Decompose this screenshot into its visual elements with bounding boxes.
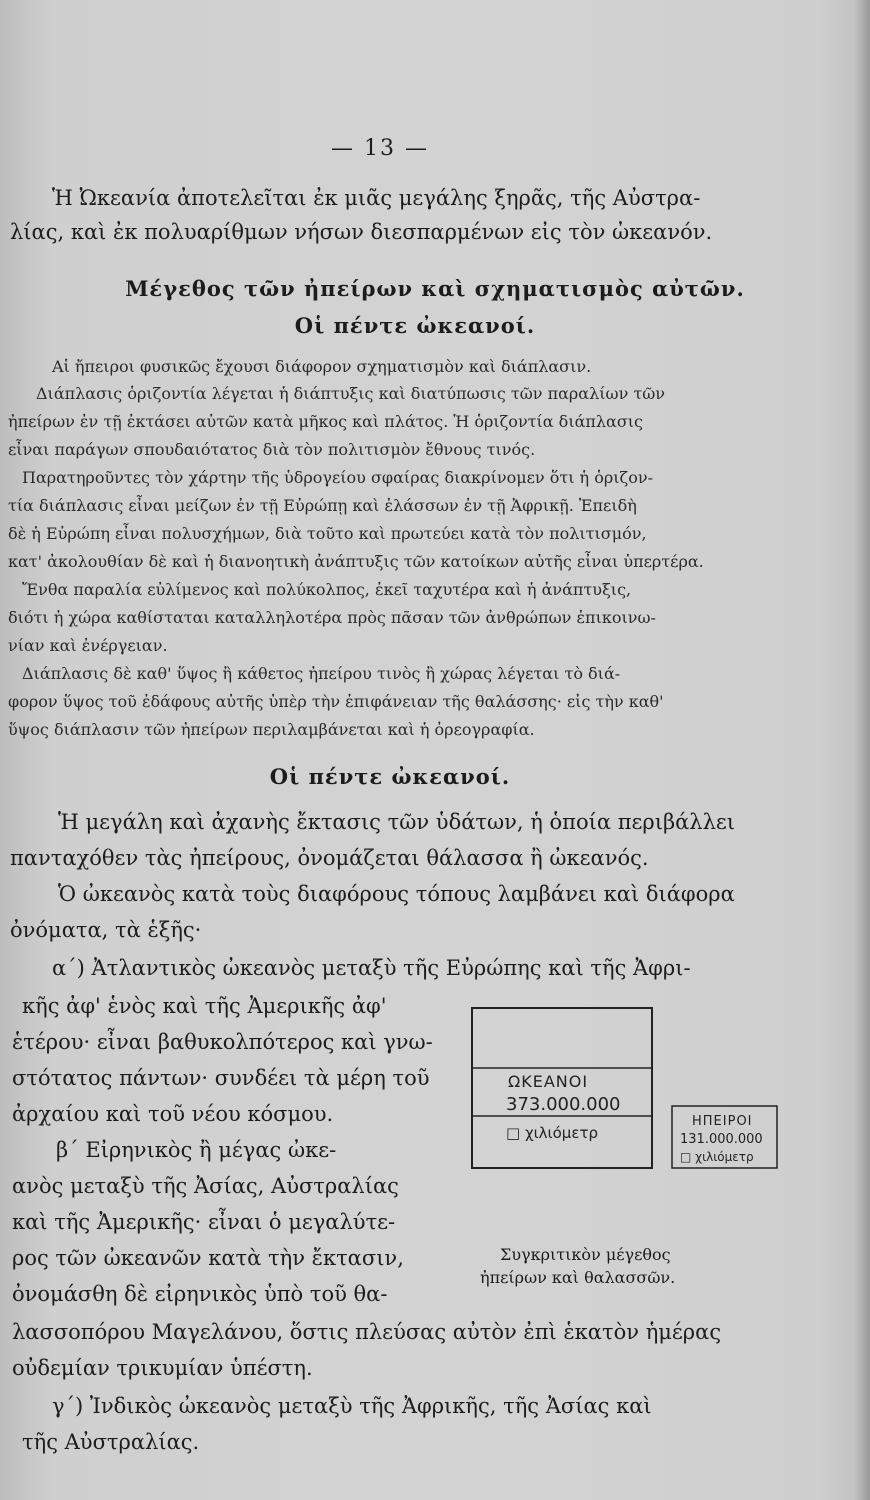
text-line: ὀνομάσθη δὲ εἰρηνικὸς ὑπὸ τοῦ θα- [12,1282,388,1306]
small-text-line: κατ' ἀκολουθίαν δὲ καὶ ἡ διανοητικὴ ἀνάπτυξις τῶν κατοίκων αὐτῆς εἶναι ὑπερτέρα. [8,552,704,571]
text-line: κῆς ἀφ' ἑνὸς καὶ τῆς Ἀμερικῆς ἀφ' [22,994,387,1018]
continents-title: ΗΠΕΙΡΟΙ [692,1114,753,1129]
text-line: τῆς Αὐστραλίας. [22,1430,200,1454]
small-text-line: φορον ὕψος τοῦ ἐδάφους αὐτῆς ὑπὲρ τὴν ἐπιφάνειαν τῆς θαλάσσης· εἰς τὴν καθ' [8,692,664,711]
text-line: καὶ τῆς Ἀμερικῆς· εἶναι ὁ μεγαλύτε- [12,1210,396,1234]
text-line: λίας, καὶ ἐκ πολυαρίθμων νήσων διεσπαρμένων εἰς τὸν ὠκεανόν. [10,220,713,244]
section-heading: Οἱ πέντε ὠκεανοί. [269,764,511,789]
small-text-line: Διάπλασις δὲ καθ' ὕψος ἢ κάθετος ἠπείρου τινὸς ἢ χώρας λέγεται τὸ διά- [22,664,621,683]
text-line: πανταχόθεν τὰς ἠπείρους, ὀνομάζεται θάλασσα ἢ ὠκεανός. [10,846,649,870]
diagram-caption-line-1: Συγκριτικὸν μέγεθος [500,1245,671,1264]
text-line: στότατος πάντων· συνδέει τὰ μέρη τοῦ [12,1066,430,1090]
text-line: οὐδεμίαν τρικυμίαν ὑπέστη. [12,1356,313,1380]
small-text-line: Ἔνθα παραλία εὐλίμενος καὶ πολύκολπος, ἐκεῖ ταχυτέρα καὶ ἡ ἀνάπτυξις, [22,580,632,599]
oceans-title: ΩΚΕΑΝΟΙ [508,1072,589,1091]
oceans-value: 373.000.000 [506,1094,621,1115]
oceans-unit: □ χιλιόμετρ [506,1124,599,1142]
text-line: ὀνόματα, τὰ ἑξῆς· [10,918,202,942]
text-line: λασσοπόρου Μαγελάνου, ὅστις πλεύσας αὐτὸν ἐπὶ ἑκατὸν ἡμέρας [12,1320,722,1344]
page-edge-shadow [852,0,870,1500]
small-text-line: νίαν καὶ ἐνέργειαν. [8,636,168,655]
text-line: γ΄) Ἰνδικὸς ὠκεανὸς μεταξὺ τῆς Ἀφρικῆς, τῆς Ἀσίας καὶ [52,1394,652,1418]
text-line: Ἡ μεγάλη καὶ ἀχανὴς ἔκτασις τῶν ὑδάτων, ἡ ὁποία περιβάλλει [58,810,736,834]
text-line: ἀρχαίου καὶ τοῦ νέου κόσμου. [12,1102,334,1126]
text-line: β΄ Εἰρηνικὸς ἢ μέγας ὠκε- [56,1138,337,1162]
page-number: — 13 — [331,136,429,161]
diagram-caption-line-2: ἠπείρων καὶ θαλασσῶν. [480,1268,676,1287]
small-text-line: διότι ἡ χώρα καθίσταται καταλληλοτέρα πρὸς πᾶσαν τῶν ἀνθρώπων ἐπικοινω- [8,608,656,627]
section-subheading: Οἱ πέντε ὠκεανοί. [294,313,536,338]
section-heading: Μέγεθος τῶν ἠπείρων καὶ σχηματισμὸς αὐτῶν. [125,276,745,301]
size-comparison-diagram [472,1006,763,1176]
small-text-line: ὕψος διάπλασιν τῶν ἠπείρων περιλαμβάνεται καὶ ἡ ὀρεογραφία. [8,720,535,739]
small-text-line: ἠπείρων ἐν τῇ ἐκτάσει αὐτῶν κατὰ μῆκος καὶ πλάτος. Ἡ ὁριζοντία διάπλασις [8,412,644,431]
small-text-line: Αἱ ἤπειροι φυσικῶς ἔχουσι διάφορον σχηματισμὸν καὶ διάπλασιν. [52,357,592,376]
text-line: ἑτέρου· εἶναι βαθυκολπότερος καὶ γνω- [12,1030,433,1054]
text-line: Ἡ Ὠκεανία ἀποτελεῖται ἐκ μιᾶς μεγάλης ξηρᾶς, τῆς Αὐστρα- [52,186,701,210]
text-line: ανὸς μεταξὺ τῆς Ἀσίας, Αὐστραλίας [12,1174,399,1198]
continents-value: 131.000.000 [680,1132,763,1147]
text-line: α΄) Ἀτλαντικὸς ὠκεανὸς μεταξὺ τῆς Εὐρώπης καὶ τῆς Ἀφρι- [52,956,691,980]
small-text-line: εἶναι παράγων σπουδαιότατος διὰ τὸν πολιτισμὸν ἔθνους τινός. [8,440,536,459]
continents-unit: □ χιλιόμετρ [680,1150,754,1164]
small-text-line: δὲ ἡ Εὐρώπη εἶναι πολυσχήμων, διὰ τοῦτο καὶ πρωτεύει κατὰ τὸν πολιτισμόν, [8,524,647,543]
small-text-line: Παρατηροῦντες τὸν χάρτην τῆς ὑδρογείου σφαίρας διακρίνομεν ὅτι ἡ ὁριζον- [22,468,653,487]
text-line: Ὁ ὠκεανὸς κατὰ τοὺς διαφόρους τόπους λαμβάνει καὶ διάφορα [58,882,735,906]
text-line: ρος τῶν ὠκεανῶν κατὰ τὴν ἔκτασιν, [12,1246,404,1270]
small-text-line: τία διάπλασις εἶναι μείζων ἐν τῇ Εὐρώπῃ καὶ ἐλάσσων ἐν τῇ Ἀφρικῇ. Ἐπειδὴ [8,496,637,515]
small-text-line: Διάπλασις ὁριζοντία λέγεται ἡ διάπτυξις καὶ διατύπωσις τῶν παραλίων τῶν [36,384,665,403]
